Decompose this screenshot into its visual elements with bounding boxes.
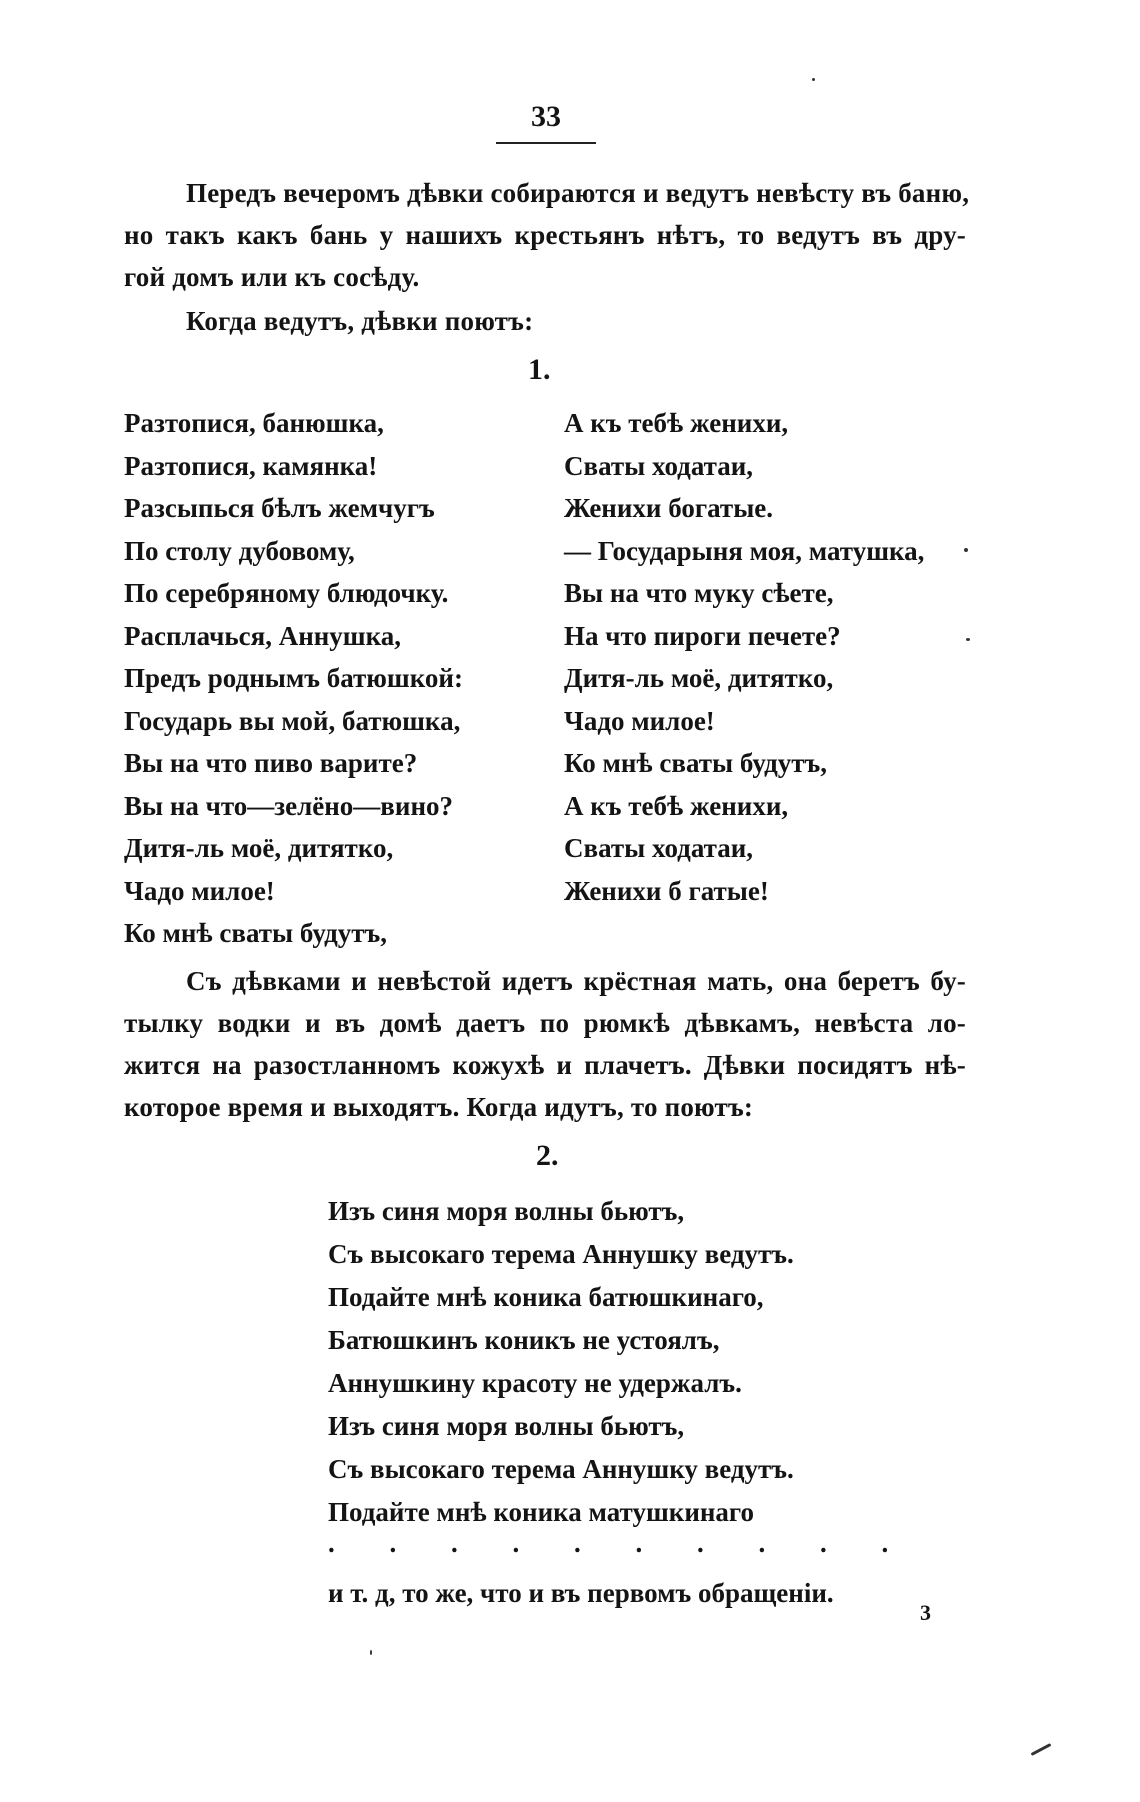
print-speck xyxy=(1031,1743,1052,1756)
middle-line: жится на разостланномъ кожухѣ и плачетъ. Дѣвки посидятъ нѣ- xyxy=(124,1050,966,1080)
verse-line: Расплачься, Аннушка, xyxy=(124,620,402,651)
ellipsis-row: . . . . . . . . . . xyxy=(328,1528,913,1558)
intro-line: Передъ вечеромъ дѣвки собираются и ведутъ невѣсту въ баню, xyxy=(186,178,970,208)
verse-line: Сваты ходатаи, xyxy=(564,833,754,863)
middle-paragraph xyxy=(124,960,966,1128)
page-number: 33 xyxy=(531,100,561,133)
middle-line: Съ дѣвками и невѣстой идетъ крёстная мать, она беретъ бу- xyxy=(186,966,966,996)
verse-line: — Государыня моя, матушка, xyxy=(564,535,925,566)
song-1-number: 1. xyxy=(528,353,551,386)
verse-line: Съ высокаго терема Аннушку ведутъ. xyxy=(328,1239,794,1269)
verse-line: Вы на что муку сѣете, xyxy=(564,578,834,608)
print-speck xyxy=(966,638,970,641)
verse-line: Дитя-ль моё, дитятко, xyxy=(564,663,834,693)
verse-line: По столу дубовому, xyxy=(124,535,355,566)
print-speck xyxy=(370,1650,372,1655)
verse-line: Ко мнѣ сваты будутъ, xyxy=(564,748,828,778)
closing-line: и т. д, то же, что и въ первомъ обращеніи. xyxy=(328,1578,834,1608)
page-number-rule xyxy=(496,142,596,144)
verse-line: Ко мнѣ сваты будутъ, xyxy=(124,918,388,948)
verse-line: Женихи б гатые! xyxy=(564,875,769,906)
song-2-number: 2. xyxy=(536,1139,559,1172)
signature-mark: 3 xyxy=(920,1600,931,1625)
verse-line: Съ высокаго терема Аннушку ведутъ. xyxy=(328,1454,794,1484)
song-1-left-column xyxy=(124,402,463,955)
verse-line: Сваты ходатаи, xyxy=(564,450,754,481)
intro-line: гой домъ или къ сосѣду. xyxy=(124,262,420,292)
song-2-verse xyxy=(328,1190,794,1534)
verse-line: На что пироги печете? xyxy=(564,620,841,651)
verse-line: Вы на что—зелёно—вино? xyxy=(124,790,453,821)
print-speck xyxy=(812,78,815,81)
when-led-line xyxy=(186,300,886,342)
verse-line: Предъ роднымъ батюшкой: xyxy=(124,663,463,693)
verse-line: По серебряному блюдочку. xyxy=(124,578,449,608)
verse-line: Разтопися, камянка! xyxy=(124,450,378,481)
verse-line: Разтопися, банюшка, xyxy=(124,408,384,438)
verse-line: Чадо милое! xyxy=(124,875,275,906)
verse-line: Разсыпься бѣлъ жемчугъ xyxy=(124,493,435,523)
verse-line: Изъ синя моря волны бьютъ, xyxy=(328,1411,685,1441)
verse-line: Государь вы мой, батюшка, xyxy=(124,705,461,736)
verse-line: А къ тебѣ женихи, xyxy=(564,790,789,821)
verse-line: А къ тебѣ женихи, xyxy=(564,408,789,438)
intro-line: но такъ какъ бань у нашихъ крестьянъ нѣтъ, то ведутъ въ дру- xyxy=(124,220,966,250)
verse-line: Аннушкину красоту не удержалъ. xyxy=(328,1368,742,1398)
middle-line: тылку водки и въ домѣ даетъ по рюмкѣ дѣвкамъ, невѣста ло- xyxy=(124,1008,966,1038)
song-1-right-column xyxy=(564,402,924,912)
verse-line: Подайте мнѣ коника матушкинаго xyxy=(328,1497,755,1527)
intro-paragraph xyxy=(124,172,970,298)
verse-line: Дитя-ль моё, дитятко, xyxy=(124,833,394,863)
middle-line: которое время и выходятъ. Когда идутъ, то поютъ: xyxy=(124,1092,754,1122)
verse-line: Батюшкинъ коникъ не устоялъ, xyxy=(328,1325,720,1355)
verse-line: Подайте мнѣ коника батюшкинаго, xyxy=(328,1282,764,1312)
print-speck xyxy=(964,548,968,552)
verse-line: Вы на что пиво варите? xyxy=(124,748,418,778)
when-led-text: Когда ведутъ, дѣвки поютъ: xyxy=(186,306,534,336)
verse-line: Чадо милое! xyxy=(564,705,715,736)
verse-line: Изъ синя моря волны бьютъ, xyxy=(328,1196,685,1226)
verse-line: Женихи богатые. xyxy=(564,493,774,523)
